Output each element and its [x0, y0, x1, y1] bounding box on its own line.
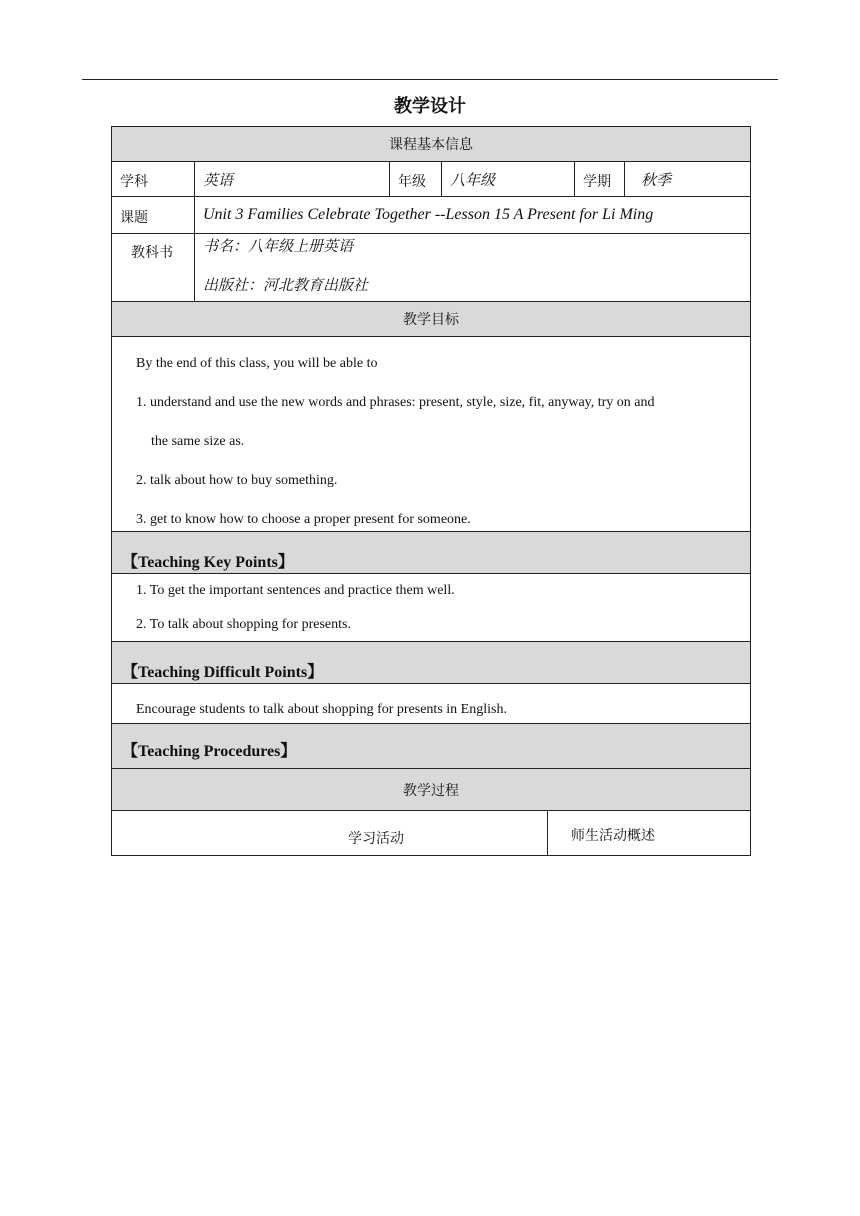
overview-column-header: 师生活动概述: [571, 828, 655, 844]
procedures-header-row: [112, 724, 750, 769]
subject-value-cell: [194, 162, 389, 196]
textbook-label: 教科书: [131, 245, 173, 261]
overview-column-header-cell: [547, 811, 750, 855]
objectives-intro: By the end of this class, you will be able to: [136, 356, 378, 371]
publisher: 出版社：河北教育出版社: [203, 276, 369, 294]
grade-value-cell: [441, 162, 574, 196]
procedures-subheader-row: [112, 769, 750, 811]
objective-item-1-cont: the same size as.: [151, 434, 245, 449]
key-points-header: 【Teaching Key Points】: [122, 554, 294, 571]
subject-label: 学科: [120, 174, 148, 190]
objectives-header-row: [112, 302, 750, 337]
textbook-row: [112, 234, 750, 302]
objective-item-3: 3. get to know how to choose a proper present for someone.: [136, 512, 471, 527]
topic-label: 课题: [120, 210, 148, 226]
activity-column-header: 学习活动: [348, 831, 404, 847]
key-point-2: 2. To talk about shopping for presents.: [136, 617, 351, 632]
difficult-point-text: Encourage students to talk about shopping for presents in English.: [136, 702, 507, 717]
procedures-header: 【Teaching Procedures】: [122, 743, 297, 760]
term-value: 秋季: [641, 171, 672, 189]
procedures-subheader: 教学过程: [403, 782, 459, 799]
term-value-cell: [624, 162, 750, 196]
topic-value-cell: [194, 197, 750, 233]
key-points-body-row: [112, 574, 750, 642]
term-label: 学期: [583, 174, 611, 190]
grade-label: 年级: [398, 174, 426, 190]
objectives-header: 教学目标: [403, 312, 459, 328]
term-label-cell: [574, 162, 624, 196]
grade-label-cell: [389, 162, 441, 196]
basic-info-header-row: [112, 127, 750, 162]
topic-row: [112, 197, 750, 234]
difficult-points-body-row: [112, 684, 750, 724]
procedures-columns-row: [112, 811, 750, 856]
grade-value: 八年级: [450, 171, 496, 189]
objective-item-2: 2. talk about how to buy something.: [136, 473, 338, 488]
lesson-plan-table: [111, 126, 751, 856]
key-point-1: 1. To get the important sentences and practice them well.: [136, 583, 455, 598]
objective-item-1: 1. understand and use the new words and phrases: present, style, size, fit, anyway, try on and: [136, 395, 655, 410]
activity-column-header-cell: [112, 811, 547, 855]
key-points-header-row: [112, 532, 750, 574]
difficult-points-header-row: [112, 642, 750, 684]
header-rule: [82, 79, 778, 80]
difficult-points-header: 【Teaching Difficult Points】: [122, 664, 324, 681]
objectives-body-row: [112, 337, 750, 532]
book-name: 书名：八年级上册英语: [203, 237, 354, 255]
textbook-value-cell: [194, 234, 750, 301]
basic-info-header: 课程基本信息: [389, 137, 473, 153]
subject-value: 英语: [203, 171, 234, 189]
subject-row: [112, 162, 750, 197]
topic-value: Unit 3 Families Celebrate Together --Lesson 15 A Present for Li Ming: [203, 206, 654, 223]
document-title: 教学设计: [394, 96, 466, 117]
